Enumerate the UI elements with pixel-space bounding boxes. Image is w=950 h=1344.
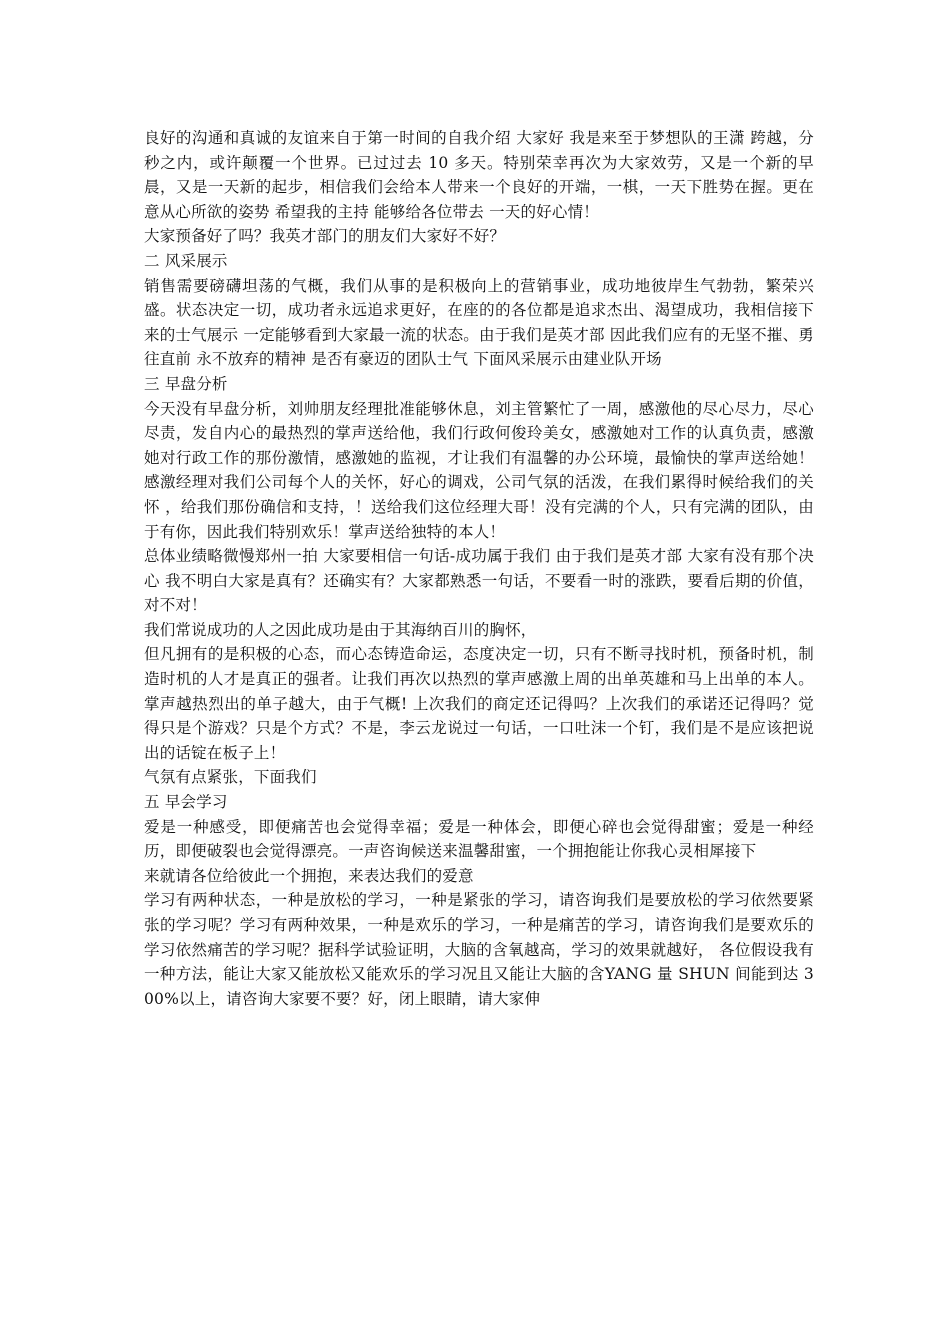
paragraph-hug: 来就请各位给彼此一个拥抱，来表达我们的爱意: [144, 866, 474, 885]
paragraph-atmosphere: 气氛有点紧张，下面我们: [144, 768, 317, 787]
document-body: [144, 126, 814, 1011]
paragraph-mindset: 但凡拥有的是积极的心态，而心态铸造命运，态度决定一切，只有不断寻找时机，预备时机，制造时机的人才是真正的强者。让我们再次以热烈的掌声感激上周的出单英雄和马上出单的本人。掌声越热烈出的单子越大，由于气概! 上次我们的商定还记得吗？上次我们的承诺还记得吗？觉得只是个游戏？只是个方式？不是，李云龙说过一句话，一口吐沫一个钉，我们是不是应该把说出的话锭在板子上！: [144, 645, 814, 762]
paragraph-performance: 总体业绩略微慢郑州一拍 大家要相信一句话-成功属于我们 由于我们是英才部 大家有没有那个决心 我不明白大家是真有？还确实有？大家都熟悉一句话，不要看一时的涨跌，要看后期的价值，对不对！: [144, 547, 814, 615]
paragraph-learning-states: 学习有两种状态，一种是放松的学习，一种是紧张的学习，请咨询我们是要放松的学习依然要紧张的学习呢？学习有两种效果，一种是欢乐的学习，一种是痛苦的学习，请咨询我们是要欢乐的学习依然痛苦的学习呢？据科学试验证明，大脑的含氧越高，学习的效果就越好， 各位假设我有一种方法，能让大家又能放松又能欢乐的学习况且又能让大脑的含YANG 量 SHUN 间能到达 300%以上，请咨询大家要不要？好，闭上眼睛，请大家伸: [144, 891, 814, 1008]
section-heading-market-analysis: 三 早盘分析: [144, 374, 228, 393]
paragraph-market-analysis: 今天没有早盘分析，刘帅朋友经理批准能够休息，刘主管繁忙了一周，感激他的尽心尽力，尽心尽责，发自内心的最热烈的掌声送给他，我们行政何俊玲美女，感激她对工作的认真负责，感激她对行政工作的那份激情，感激她的监视，才让我们有温馨的办公环境，最愉快的掌声送给她！感激经理对我们公司每个人的关怀，好心的调戏，公司气氛的活泼，在我们累得时候给我们的关怀 ，给我们那份确信和支持，！送给我们这位经理大哥！没有完满的个人，只有完满的团队，由于有你，因此我们特别欢乐！掌声送给独特的本人！: [144, 399, 814, 541]
paragraph-showcase: 销售需要磅礴坦荡的气概，我们从事的是积极向上的营销事业，成功地彼岸生气勃勃，繁荣兴盛。状态决定一切，成功者永远追求更好，在座的的各位都是追求杰出、渴望成功，我相信接下来的士气展示 一定能够看到大家最一流的状态。由于我们是英才部 因此我们应有的无坚不摧、勇往直前 永不放弃的精神 是否有豪迈的团队士气 下面风采展示由建业队开场: [144, 276, 814, 369]
paragraph-intro: 良好的沟通和真诚的友谊来自于第一时间的自我介绍 大家好 我是来至于梦想队的王潇 跨越，分秒之内，或许颠覆一个世界。已过过去 10 多天。特别荣幸再次为大家效劳，又是一个新的早晨，又是一天新的起步，相信我们会给本人带来一个良好的开端，一棋，一天下胜势在握。更在意从心所欲的姿势 希望我的主持 能够给各位带去 一天的好心情！: [144, 129, 814, 221]
paragraph-love: 爱是一种感受，即便痛苦也会觉得幸福；爱是一种体会，即便心碎也会觉得甜蜜；爱是一种经历，即便破裂也会觉得漂亮。一声咨询候送来温馨甜蜜，一个拥抱能让你我心灵相犀接下: [144, 817, 814, 861]
section-heading-learning: 五 早会学习: [144, 793, 228, 812]
paragraph-greeting: 大家预备好了吗？我英才部门的朋友们大家好不好？: [144, 227, 506, 246]
paragraph-success-quote: 我们常说成功的人之因此成功是由于其海纳百川的胸怀，: [144, 620, 537, 639]
section-heading-showcase: 二 风采展示: [144, 251, 228, 270]
